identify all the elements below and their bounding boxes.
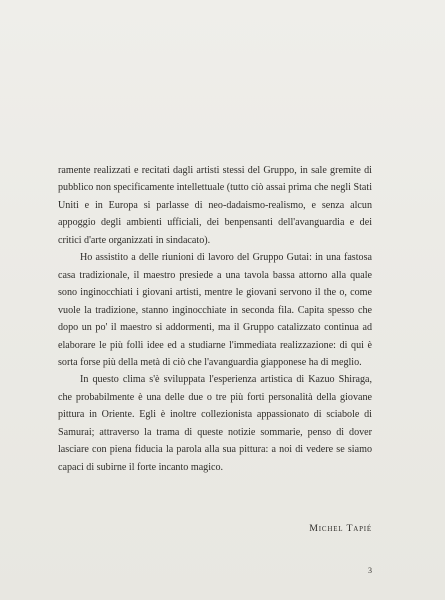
paragraph-gutai-meetings: Ho assistito a delle riunioni di lavoro del Gruppo Gutai: in una fastosa casa tradizionale, il maestro presiede a una tavola bassa attorno alla quale sono inginocchiati i giovani artisti, mentre le giovani servono il the o, come vuole la tradizione, stanno inginocchiate in seconda fila. Capita spesso che dopo un po' il maestro si addormenti, ma il Gruppo catalizzato continua ad elaborare le più folli idee ed a studiarne l'immediata realizzazione: di qui è sorta forse più della metà di ciò che l'avanguardia giapponese ha di meglio. [58,252,372,368]
page-number: 3 [368,566,372,575]
author-signature: Michel Tapié [309,523,372,534]
body-text [58,162,372,476]
paragraph-continuation: ramente realizzati e recitati dagli artisti stessi del Gruppo, in sale gremite di pubblico non specificamente intellettuale (tutto ciò assai prima che negli Stati Uniti e in Europa si parlasse di neo-dadaismo-realismo, e senza alcun appoggio degli ambienti ufficiali, dei benpensanti dell'avanguardia e dei critici d'arte organizzati in sindacato). [58,165,372,246]
paragraph-kazuo-shiraga: In questo clima s'è sviluppata l'esperienza artistica di Kazuo Shiraga, che probabilmente è una delle due o tre più forti personalità della giovane pittura in Oriente. Egli è inoltre collezionista appassionato di sciabole di Samurai; attraverso la trama di queste notizie sommarie, penso di dover lasciare con piena fiducia la parola alla sua pittura: a noi di vedere se siamo capaci di subirne il forte incanto magico. [58,374,372,473]
